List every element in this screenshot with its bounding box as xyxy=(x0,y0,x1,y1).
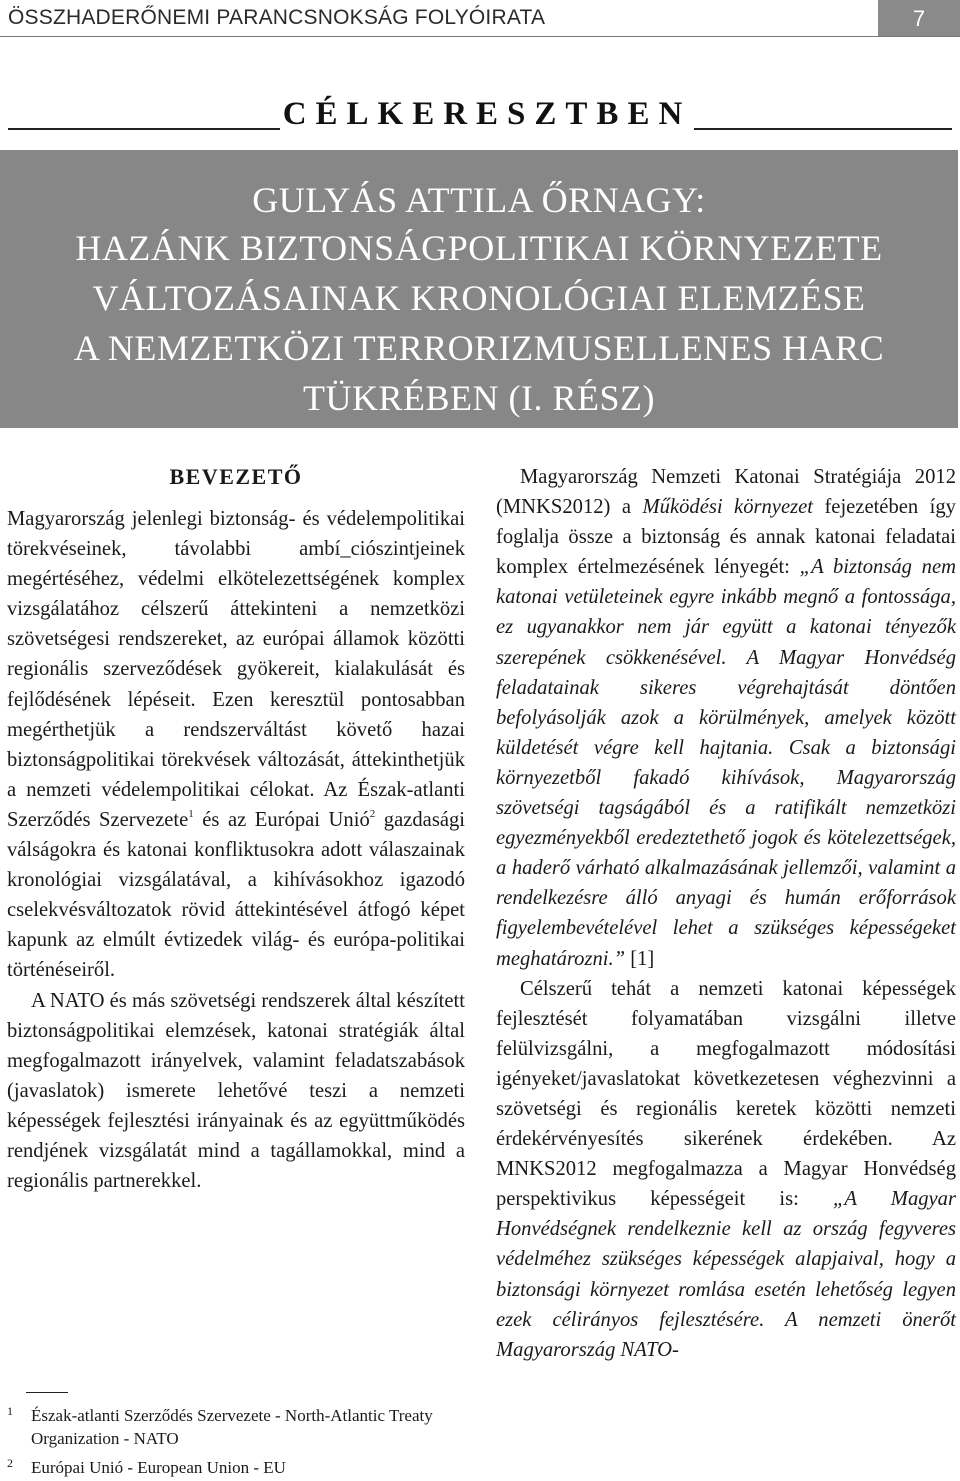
footnote-rule xyxy=(26,1392,68,1393)
paragraph-text: és az Európai Unió xyxy=(193,808,370,831)
article-author: GULYÁS ATTILA ŐRNAGY: xyxy=(252,180,706,220)
footnote-number: 1 xyxy=(7,1404,13,1418)
italic-term: Működési környezet xyxy=(642,496,813,519)
kicker-rule-left xyxy=(8,128,280,130)
body-paragraph xyxy=(496,462,956,974)
header-divider xyxy=(0,36,960,37)
article-title-banner xyxy=(0,150,958,428)
article-title-line: A NEMZETKÖZI TERRORIZMUSELLENES HARC xyxy=(73,328,885,368)
paragraph-text: Magyarország jelenlegi biztonság- és védelempolitikai törekvéseinek, távolabbi ambí_ciószintjeinek megértéséhez, védelmi elkötelezettségének komplex vizsgálatához célszerű áttekinteni a nemzetközi szövetségesi rendszereket, az európai államok közötti regionális szerveződések gyökereit, kialakulását és fejlődésének lépéseit. Ezen keresztül pontosabban megérthetjük a rendszerváltást követő hazai biztonságpolitikai törekvések változását, áttekinthetjük a nemzeti védelempolitikai célokat. Az Észak-atlanti Szerződés Szervezete xyxy=(7,508,465,831)
paragraph-text: Célszerű tehát a nemzeti katonai képességek fejlesztését folyamatában vizsgálni illetve felülvizsgálni, a megfogalmazott módosítási igényeket/javaslatokat következetesen véghezvinni a szövetségi és regionális keretek közötti nemzeti érdekérvényesítés sikerének érdekében. Az MNKS2012 megfogalmazza a Magyar Honvédség perspektivikus képességeit is: xyxy=(496,977,956,1211)
footnote-text: Észak-atlanti Szerződés Szervezete - North-Atlantic Treaty Organization - NATO xyxy=(31,1406,433,1448)
body-paragraph xyxy=(7,504,465,986)
section-heading: BEVEZETŐ xyxy=(169,464,303,489)
quotation: „A biztonság nem katonai vetületeinek egyre inkább megnő a fontossága, ez ugyanakkor nem jár együtt a katonai tényezők szerepének csökkenésével. A Magyar Honvédség feladatainak sikeres végrehajtását döntően befolyásolják azok a körülmények, amelyek között küldetését végre kell hajtania. Csak a biztonsági környezetből fakadó kihívások, Magyarország szövetségi tagságából és a ratifikált nemzetközi egyezményekből eredeztethető jogok és kötelezettségek, a haderő várható alkalmazásának jellemzői, valamint a rendelkezésre álló anyagi és humán erőforrások figyelembevételével lehet a szükséges képességeket meghatározni.” xyxy=(496,556,956,970)
paragraph-text: gazdasági válságokra és katonai konfliktusokra adott válaszainak kronológiai vizsgálatával, a kihívásokhoz igazodó cselekvésváltozatok rövid áttekintésével átfogó képet kapunk az elmúlt évtizedek világ- és európa-politikai történéseiről. xyxy=(7,808,465,982)
footnote-text: Európai Unió - European Union - EU xyxy=(31,1458,286,1477)
section-kicker xyxy=(8,96,952,136)
journal-title: ÖSSZHADERŐNEMI PARANCSNOKSÁG FOLYÓIRATA xyxy=(8,6,546,29)
paragraph-text: fejezetében így foglalja össze a biztonság és annak katonai feladatai komplex értelmezésének lényegét: xyxy=(496,496,956,579)
footnote-ref[interactable]: 2 xyxy=(369,807,376,820)
footnote xyxy=(7,1404,477,1452)
citation-ref[interactable]: [1] xyxy=(625,947,655,970)
footnote xyxy=(7,1456,477,1480)
left-column xyxy=(7,462,465,1196)
page-number: 7 xyxy=(878,0,960,36)
right-column xyxy=(496,462,956,1365)
article-title-line: VÁLTOZÁSAINAK KRONOLÓGIAI ELEMZÉSE xyxy=(92,278,866,318)
quotation: „A Magyar Honvédségnek rendelkeznie kell az ország fegyveres védelméhez szükséges képességek alapjaival, hogy a biztonsági környezet romlása esetén lehetőség legyen ezek célirányos fejlesztésére. A nemzeti önerőt Magyarország NATO- xyxy=(496,1188,956,1361)
article-title-line: HAZÁNK BIZTONSÁGPOLITIKAI KÖRNYEZETE xyxy=(75,228,883,268)
article-title-line: TÜKRÉBEN (I. RÉSZ) xyxy=(303,378,655,418)
paragraph-text: Magyarország Nemzeti Katonai Stratégiája 2012 (MNKS2012) a xyxy=(496,466,956,519)
page-header xyxy=(0,0,960,36)
body-paragraph xyxy=(496,974,956,1365)
kicker-rule-right xyxy=(694,128,952,130)
footnote-ref[interactable]: 1 xyxy=(188,807,194,820)
footnote-number: 2 xyxy=(7,1456,13,1470)
body-paragraph: A NATO és más szövetségi rendszerek által készített biztonságpolitikai elemzések, katonai stratégiák által megfogalmazott irányelvek, valamint feladatszabások (javaslatok) ismerete lehetővé teszi a nemzeti képességek fejlesztési irányainak és az együttműködés rendjének vizsgálatát mind a tagállamokkal, mind a regionális partnerekkel. xyxy=(7,989,465,1193)
kicker-title: CÉLKERESZTBEN xyxy=(282,96,692,132)
